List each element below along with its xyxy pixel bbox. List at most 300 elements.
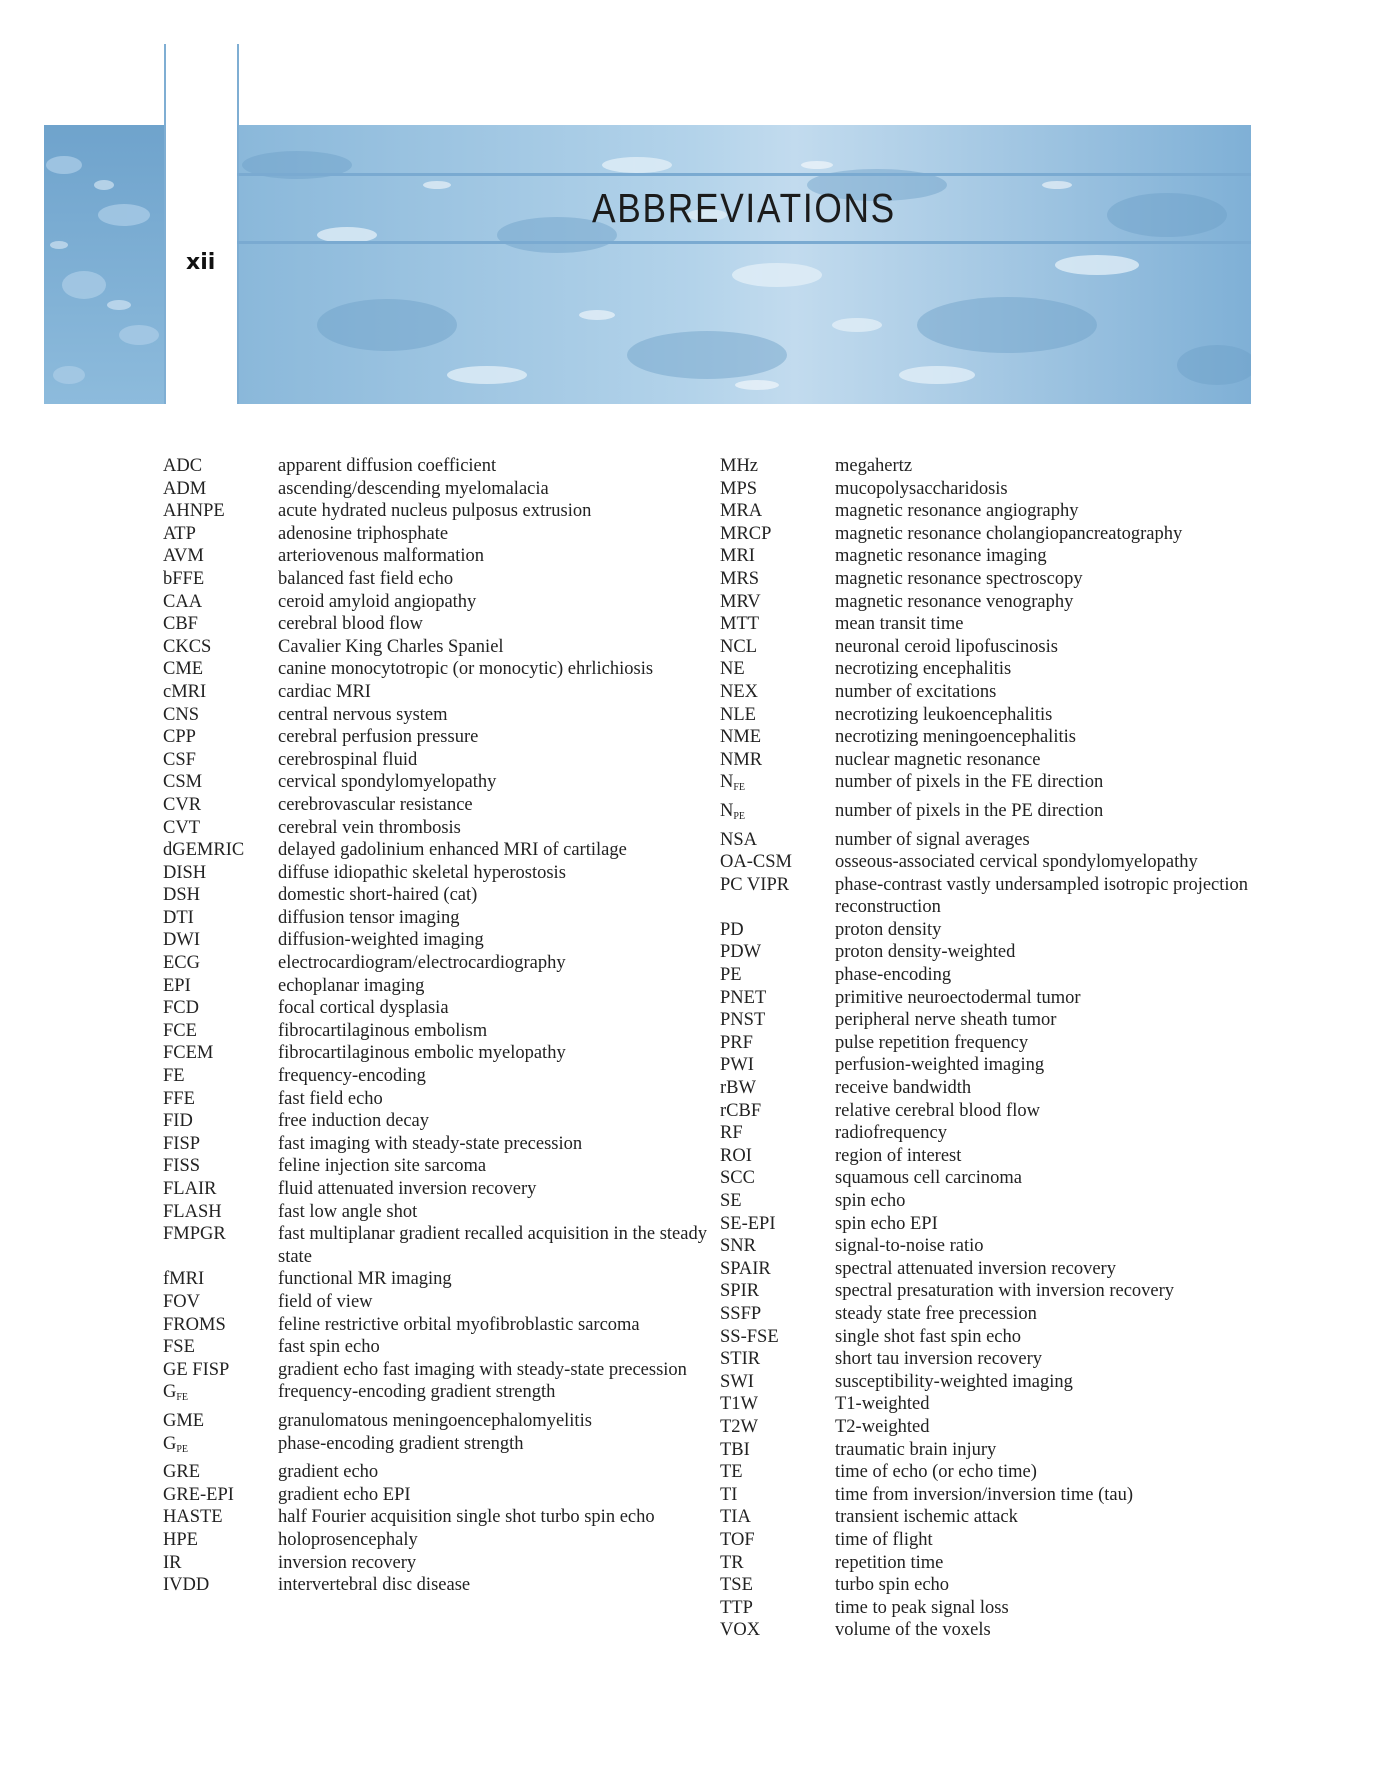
- abbreviation-term: [720, 1145, 835, 1168]
- abbreviation-entry: [720, 874, 1280, 919]
- abbreviation-term: [163, 613, 278, 636]
- abbreviation-entry: [720, 1597, 1280, 1620]
- abbreviation-entry: [163, 1381, 723, 1410]
- abbreviation-entry: [163, 545, 723, 568]
- abbreviation-term: [163, 523, 278, 546]
- abbreviation-term: [720, 591, 835, 614]
- abbreviation-entry: [720, 1235, 1280, 1258]
- abbreviation-definition: ceroid amyloid angiopathy: [278, 591, 477, 612]
- abbreviation-term-text: NE: [720, 659, 745, 680]
- abbreviation-term-text: ADC: [163, 456, 203, 476]
- abbreviation-entry: [163, 1065, 723, 1088]
- abbreviation-definition: fast spin echo: [278, 1337, 380, 1358]
- mri-texture-image: [237, 125, 1251, 404]
- abbreviation-definition: half Fourier acquisition single shot turbo spin echo: [278, 1507, 655, 1528]
- abbreviation-term-text: PDW: [720, 942, 762, 963]
- abbreviation-term: [720, 964, 835, 987]
- abbreviation-term: [720, 1077, 835, 1100]
- abbreviation-definition: mean transit time: [835, 614, 964, 635]
- abbreviation-entry: [163, 478, 723, 501]
- abbreviation-entry: [163, 681, 723, 704]
- abbreviation-entry: [720, 1552, 1280, 1575]
- abbreviation-term-text: FISP: [163, 1133, 201, 1154]
- abbreviation-entry: [720, 964, 1280, 987]
- abbreviation-entry: [720, 1258, 1280, 1281]
- abbreviation-definition: volume of the voxels: [835, 1620, 991, 1641]
- abbreviation-term-text: ECG: [163, 953, 200, 974]
- abbreviation-term-text: MRA: [720, 501, 763, 522]
- abbreviation-term-text: SSFP: [720, 1303, 762, 1324]
- abbreviation-definition: diffusion tensor imaging: [278, 907, 460, 928]
- abbreviation-term-subscript: FE: [176, 1392, 189, 1404]
- abbreviation-definition: magnetic resonance cholangiopancreatography: [835, 523, 1183, 544]
- abbreviation-entry: [720, 1122, 1280, 1145]
- abbreviation-definition: magnetic resonance spectroscopy: [835, 568, 1083, 589]
- abbreviation-entry: [720, 1326, 1280, 1349]
- abbreviation-term: [720, 523, 835, 546]
- abbreviation-entry: [720, 636, 1280, 659]
- abbreviation-definition: ascending/descending myelomalacia: [278, 478, 549, 499]
- abbreviation-definition: field of view: [278, 1291, 373, 1312]
- abbreviation-term-text: FCD: [163, 998, 199, 1019]
- abbreviation-term: [720, 919, 835, 942]
- abbreviation-entry: [163, 523, 723, 546]
- abbreviation-term: [163, 1574, 278, 1597]
- abbreviation-definition: nuclear magnetic resonance: [835, 749, 1041, 770]
- abbreviation-entry: [163, 839, 723, 862]
- abbreviation-term-text: TR: [720, 1552, 744, 1573]
- abbreviation-entry: [163, 613, 723, 636]
- abbreviation-definition: cerebrospinal fluid: [278, 749, 418, 770]
- abbreviation-definition: granulomatous meningoencephalomyelitis: [278, 1410, 592, 1431]
- abbreviation-entry: [163, 884, 723, 907]
- abbreviation-definition: number of excitations: [835, 681, 997, 702]
- abbreviation-definition: feline injection site sarcoma: [278, 1156, 487, 1177]
- abbreviation-definition: transient ischemic attack: [835, 1507, 1018, 1528]
- abbreviation-term: [163, 1461, 278, 1484]
- abbreviation-term: [720, 455, 835, 478]
- abbreviation-term-text: bFFE: [163, 568, 205, 589]
- abbreviation-entry: [163, 794, 723, 817]
- abbreviation-definition: gradient echo fast imaging with steady-state precession: [278, 1359, 687, 1380]
- abbreviation-definition: balanced fast field echo: [278, 568, 454, 589]
- abbreviation-term: [163, 1065, 278, 1088]
- abbreviation-term: [720, 1303, 835, 1326]
- abbreviation-definition: fibrocartilaginous embolism: [278, 1020, 488, 1041]
- abbreviation-term: [163, 1506, 278, 1529]
- abbreviation-entry: [720, 1416, 1280, 1439]
- abbreviation-term: [720, 478, 835, 501]
- abbreviation-entry: [163, 1155, 723, 1178]
- abbreviation-definition: gradient echo EPI: [278, 1484, 411, 1505]
- abbreviation-definition: domestic short-haired (cat): [278, 885, 478, 906]
- abbreviation-term: [163, 455, 278, 478]
- abbreviation-definition: squamous cell carcinoma: [835, 1168, 1022, 1189]
- abbreviation-term-text: AHNPE: [163, 501, 225, 522]
- abbreviation-definition: cerebral perfusion pressure: [278, 727, 479, 748]
- abbreviation-entry: [720, 1190, 1280, 1213]
- abbreviation-definition: acute hydrated nucleus pulposus extrusion: [278, 501, 592, 522]
- abbreviation-term: [163, 500, 278, 523]
- abbreviation-term: [163, 997, 278, 1020]
- abbreviation-term: [720, 568, 835, 591]
- abbreviation-definition: apparent diffusion coefficient: [278, 456, 497, 476]
- abbreviation-definition: holoprosencephaly: [278, 1529, 418, 1550]
- abbreviation-entry: [163, 749, 723, 772]
- abbreviation-entry: [163, 929, 723, 952]
- abbreviation-entry: [720, 1439, 1280, 1462]
- abbreviation-term: [720, 771, 835, 800]
- abbreviation-term: [163, 771, 278, 794]
- abbreviation-definition: signal-to-noise ratio: [835, 1236, 984, 1257]
- abbreviation-list-left: [163, 455, 723, 1597]
- abbreviation-term: [163, 907, 278, 930]
- abbreviation-entry: [163, 817, 723, 840]
- abbreviation-definition: peripheral nerve sheath tumor: [835, 1010, 1057, 1031]
- abbreviation-term: [163, 1133, 278, 1156]
- abbreviation-term-text: HPE: [163, 1529, 198, 1550]
- abbreviation-entry: [163, 1314, 723, 1337]
- abbreviation-term: [720, 1348, 835, 1371]
- abbreviation-entry: [163, 1178, 723, 1201]
- abbreviation-entry: [163, 1133, 723, 1156]
- abbreviation-definition: time of flight: [835, 1529, 933, 1550]
- abbreviation-term-text: FOV: [163, 1291, 201, 1312]
- abbreviation-entry: [720, 658, 1280, 681]
- abbreviation-entry: [720, 1393, 1280, 1416]
- abbreviation-entry: [720, 613, 1280, 636]
- abbreviation-definition: primitive neuroectodermal tumor: [835, 987, 1081, 1008]
- abbreviation-term: [720, 545, 835, 568]
- abbreviation-term-text: STIR: [720, 1349, 761, 1370]
- abbreviation-term: [163, 975, 278, 998]
- abbreviation-term-text: N: [720, 772, 734, 793]
- abbreviation-entry: [163, 907, 723, 930]
- abbreviation-entry: [720, 1054, 1280, 1077]
- abbreviation-definition: spin echo EPI: [835, 1213, 938, 1234]
- abbreviation-term-text: PD: [720, 919, 744, 940]
- abbreviation-term-text: PRF: [720, 1032, 753, 1053]
- abbreviation-term-text: CVR: [163, 794, 202, 815]
- abbreviation-definition: necrotizing encephalitis: [835, 659, 1012, 680]
- abbreviation-definition: region of interest: [835, 1145, 962, 1166]
- abbreviation-definition: fast multiplanar gradient recalled acquisition in the steady state: [278, 1224, 707, 1267]
- abbreviation-entry: [163, 1042, 723, 1065]
- abbreviation-term-text: FSE: [163, 1337, 195, 1358]
- abbreviation-term-text: CBF: [163, 614, 198, 635]
- abbreviation-term: [163, 1529, 278, 1552]
- abbreviation-entry: [720, 1213, 1280, 1236]
- abbreviation-definition: radiofrequency: [835, 1123, 947, 1144]
- page-number: xii: [186, 250, 216, 275]
- abbreviation-term: [163, 1223, 278, 1268]
- abbreviation-entry: [720, 941, 1280, 964]
- abbreviation-term-text: TOF: [720, 1529, 755, 1550]
- abbreviation-definition: neuronal ceroid lipofuscinosis: [835, 636, 1058, 657]
- title-rule-top: [237, 173, 1251, 176]
- abbreviation-definition: electrocardiogram/electrocardiography: [278, 953, 566, 974]
- page-title: ABBREVIATIONS: [592, 185, 896, 231]
- abbreviation-term-subscript: PE: [733, 810, 746, 822]
- header-banner: [237, 125, 1251, 404]
- abbreviation-term-text: GRE: [163, 1462, 200, 1483]
- abbreviation-term: [163, 1042, 278, 1065]
- abbreviation-term-text: NME: [720, 727, 762, 748]
- abbreviation-entry: [163, 726, 723, 749]
- abbreviation-term: [720, 1213, 835, 1236]
- abbreviation-definition: phase-encoding: [835, 965, 952, 986]
- abbreviation-entry: [163, 771, 723, 794]
- abbreviation-definition: Cavalier King Charles Spaniel: [278, 636, 504, 657]
- abbreviation-definition: megahertz: [835, 456, 913, 476]
- abbreviation-entry: [163, 1088, 723, 1111]
- abbreviation-term: [163, 884, 278, 907]
- abbreviation-entry: [720, 523, 1280, 546]
- abbreviation-entry: [720, 800, 1280, 829]
- abbreviation-definition: fibrocartilaginous embolic myelopathy: [278, 1043, 566, 1064]
- abbreviation-term: [163, 1020, 278, 1043]
- abbreviation-term-text: EPI: [163, 975, 191, 996]
- abbreviation-definition: pulse repetition frequency: [835, 1032, 1029, 1053]
- abbreviation-term-text: FROMS: [163, 1314, 226, 1335]
- abbreviation-entry: [720, 726, 1280, 749]
- abbreviation-definition: number of signal averages: [835, 829, 1030, 850]
- abbreviation-entry: [720, 987, 1280, 1010]
- abbreviation-term: [163, 1314, 278, 1337]
- abbreviation-term: [720, 500, 835, 523]
- abbreviation-term: [720, 1258, 835, 1281]
- abbreviation-entry: [720, 545, 1280, 568]
- abbreviation-definition: time from inversion/inversion time (tau): [835, 1484, 1133, 1505]
- abbreviation-entry: [720, 1348, 1280, 1371]
- abbreviation-term: [163, 1268, 278, 1291]
- abbreviation-definition: diffuse idiopathic skeletal hyperostosis: [278, 862, 566, 883]
- abbreviation-term-text: CSF: [163, 749, 196, 770]
- abbreviation-term-text: G: [163, 1382, 177, 1403]
- abbreviation-entry: [163, 1336, 723, 1359]
- abbreviation-term-text: PC VIPR: [720, 874, 790, 895]
- abbreviation-definition: free induction decay: [278, 1111, 430, 1132]
- abbreviation-term-text: NLE: [720, 704, 756, 725]
- abbreviation-term-text: OA-CSM: [720, 852, 792, 873]
- abbreviation-definition: delayed gadolinium enhanced MRI of cartilage: [278, 840, 627, 861]
- abbreviation-term-text: SCC: [720, 1168, 755, 1189]
- abbreviation-term-text: CPP: [163, 727, 196, 748]
- abbreviation-entry: [163, 1223, 723, 1268]
- abbreviation-definition: necrotizing meningoencephalitis: [835, 727, 1076, 748]
- abbreviation-term-text: FLAIR: [163, 1179, 217, 1199]
- abbreviation-entry: [163, 1291, 723, 1314]
- abbreviation-term: [163, 1155, 278, 1178]
- abbreviation-entry: [720, 1506, 1280, 1529]
- title-rule-bottom: [237, 241, 1251, 244]
- abbreviation-term: [720, 1032, 835, 1055]
- abbreviation-entry: [720, 1574, 1280, 1597]
- abbreviation-definition: osseous-associated cervical spondylomyelopathy: [835, 852, 1198, 873]
- abbreviation-term-text: FMPGR: [163, 1224, 226, 1245]
- abbreviation-term: [720, 636, 835, 659]
- abbreviation-term-subscript: FE: [733, 782, 746, 794]
- abbreviation-term: [720, 1597, 835, 1620]
- abbreviation-entry: [163, 455, 723, 478]
- abbreviation-term-text: GME: [163, 1410, 205, 1431]
- abbreviation-term: [720, 726, 835, 749]
- abbreviation-definition: frequency-encoding gradient strength: [278, 1382, 556, 1403]
- abbreviation-entry: [720, 1529, 1280, 1552]
- abbreviation-term: [720, 658, 835, 681]
- abbreviation-entry: [163, 1359, 723, 1382]
- abbreviation-term-text: NCL: [720, 636, 757, 657]
- abbreviation-term-text: AVM: [163, 546, 204, 567]
- abbreviation-list-right: [720, 455, 1280, 1642]
- abbreviation-entry: [163, 1020, 723, 1043]
- abbreviation-definition: fluid attenuated inversion recovery: [278, 1179, 537, 1199]
- abbreviation-term-text: FISS: [163, 1156, 201, 1177]
- abbreviation-term: [163, 545, 278, 568]
- abbreviation-term-text: MPS: [720, 478, 758, 499]
- abbreviation-term: [720, 1122, 835, 1145]
- abbreviation-definition: focal cortical dysplasia: [278, 998, 449, 1019]
- abbreviation-term: [163, 839, 278, 862]
- abbreviation-entry: [163, 975, 723, 998]
- abbreviation-term-text: DWI: [163, 930, 200, 951]
- abbreviation-term: [163, 817, 278, 840]
- abbreviation-term-text: NSA: [720, 829, 758, 850]
- abbreviation-term-text: ADM: [163, 478, 207, 499]
- abbreviation-definition: magnetic resonance venography: [835, 591, 1074, 612]
- abbreviation-entry: [163, 997, 723, 1020]
- header-vertical-rule: [164, 44, 166, 404]
- abbreviation-entry: [163, 591, 723, 614]
- abbreviation-term: [720, 1619, 835, 1642]
- abbreviation-term-text: FID: [163, 1111, 193, 1132]
- abbreviation-entry: [163, 1268, 723, 1291]
- abbreviation-term-text: CVT: [163, 817, 200, 838]
- abbreviation-term-text: SWI: [720, 1371, 754, 1392]
- abbreviation-term-text: fMRI: [163, 1269, 205, 1290]
- abbreviation-entry: [720, 749, 1280, 772]
- abbreviation-term: [163, 704, 278, 727]
- abbreviation-term: [163, 568, 278, 591]
- abbreviation-term: [720, 1416, 835, 1439]
- abbreviation-definition: arteriovenous malformation: [278, 546, 485, 567]
- abbreviation-term: [163, 862, 278, 885]
- abbreviation-entry: [720, 919, 1280, 942]
- abbreviation-entry: [163, 568, 723, 591]
- abbreviation-term: [720, 1190, 835, 1213]
- abbreviation-term: [163, 1410, 278, 1433]
- abbreviation-term-text: SNR: [720, 1236, 756, 1257]
- abbreviation-term-text: CAA: [163, 591, 203, 612]
- abbreviation-term: [720, 1280, 835, 1303]
- abbreviation-term-text: SS-FSE: [720, 1326, 779, 1347]
- abbreviation-definition: necrotizing leukoencephalitis: [835, 704, 1053, 725]
- abbreviation-term: [720, 941, 835, 964]
- abbreviation-term-text: GE FISP: [163, 1359, 230, 1380]
- abbreviation-term-text: IR: [163, 1552, 182, 1573]
- abbreviation-definition: fast field echo: [278, 1088, 383, 1109]
- abbreviation-entry: [163, 658, 723, 681]
- abbreviation-term: [720, 1439, 835, 1462]
- abbreviation-definition: intervertebral disc disease: [278, 1575, 471, 1596]
- abbreviation-term-text: TTP: [720, 1597, 753, 1618]
- abbreviation-entry: [720, 1280, 1280, 1303]
- abbreviation-term: [720, 749, 835, 772]
- abbreviation-term: [163, 681, 278, 704]
- abbreviation-term: [720, 1484, 835, 1507]
- abbreviation-term-text: TI: [720, 1484, 738, 1505]
- abbreviation-definition: functional MR imaging: [278, 1269, 452, 1290]
- abbreviation-term-text: CSM: [163, 772, 203, 793]
- abbreviation-term: [163, 1201, 278, 1224]
- abbreviation-term: [720, 1393, 835, 1416]
- abbreviation-term: [720, 1371, 835, 1394]
- abbreviation-definition: magnetic resonance imaging: [835, 546, 1047, 567]
- abbreviation-definition: time of echo (or echo time): [835, 1462, 1037, 1483]
- abbreviation-term-text: FFE: [163, 1088, 195, 1109]
- abbreviation-definition: proton density-weighted: [835, 942, 1016, 963]
- abbreviation-term: [163, 478, 278, 501]
- abbreviation-entry: [720, 1461, 1280, 1484]
- abbreviation-term: [163, 1178, 278, 1201]
- abbreviation-term: [163, 952, 278, 975]
- abbreviation-definition: mucopolysaccharidosis: [835, 478, 1008, 499]
- abbreviation-entry: [163, 952, 723, 975]
- abbreviation-term-text: TBI: [720, 1439, 750, 1460]
- header-vertical-rule: [237, 44, 239, 404]
- abbreviation-term-text: SPAIR: [720, 1258, 771, 1279]
- abbreviation-definition: frequency-encoding: [278, 1066, 426, 1087]
- abbreviation-definition: time to peak signal loss: [835, 1597, 1009, 1618]
- abbreviation-term-text: DSH: [163, 885, 201, 906]
- abbreviation-entry: [720, 851, 1280, 874]
- abbreviation-term-text: CKCS: [163, 636, 212, 657]
- abbreviation-term-text: MRI: [720, 546, 755, 567]
- abbreviation-definition: short tau inversion recovery: [835, 1349, 1043, 1370]
- abbreviation-definition: inversion recovery: [278, 1552, 417, 1573]
- abbreviation-entry: [720, 829, 1280, 852]
- abbreviation-term: [163, 929, 278, 952]
- abbreviation-entry: [720, 591, 1280, 614]
- abbreviation-term-text: NMR: [720, 749, 763, 770]
- abbreviation-definition: phase-contrast vastly undersampled isotropic projection reconstruction: [835, 874, 1249, 918]
- abbreviation-entry: [163, 1506, 723, 1529]
- abbreviation-term: [720, 1506, 835, 1529]
- abbreviation-term-text: DTI: [163, 907, 194, 928]
- abbreviation-term-text: PE: [720, 965, 742, 986]
- abbreviation-definition: number of pixels in the PE direction: [835, 800, 1104, 821]
- abbreviation-term: [720, 1054, 835, 1077]
- abbreviation-definition: repetition time: [835, 1552, 944, 1573]
- abbreviation-term: [163, 1381, 278, 1410]
- abbreviation-entry: [720, 1484, 1280, 1507]
- abbreviation-definition: single shot fast spin echo: [835, 1326, 1022, 1347]
- header-banner-left: [44, 125, 164, 404]
- abbreviation-term: [720, 613, 835, 636]
- abbreviation-term-text: RF: [720, 1123, 743, 1144]
- abbreviation-term-text: T1W: [720, 1394, 759, 1415]
- abbreviation-definition: spectral attenuated inversion recovery: [835, 1258, 1116, 1279]
- abbreviation-term: [720, 1235, 835, 1258]
- abbreviation-term-text: CME: [163, 659, 204, 680]
- abbreviation-term: [163, 1088, 278, 1111]
- abbreviation-term-text: IVDD: [163, 1575, 210, 1596]
- abbreviation-definition: diffusion-weighted imaging: [278, 930, 484, 951]
- abbreviation-term: [163, 636, 278, 659]
- abbreviation-definition: proton density: [835, 919, 942, 940]
- abbreviation-definition: receive bandwidth: [835, 1078, 972, 1099]
- mri-texture-image: [44, 125, 164, 404]
